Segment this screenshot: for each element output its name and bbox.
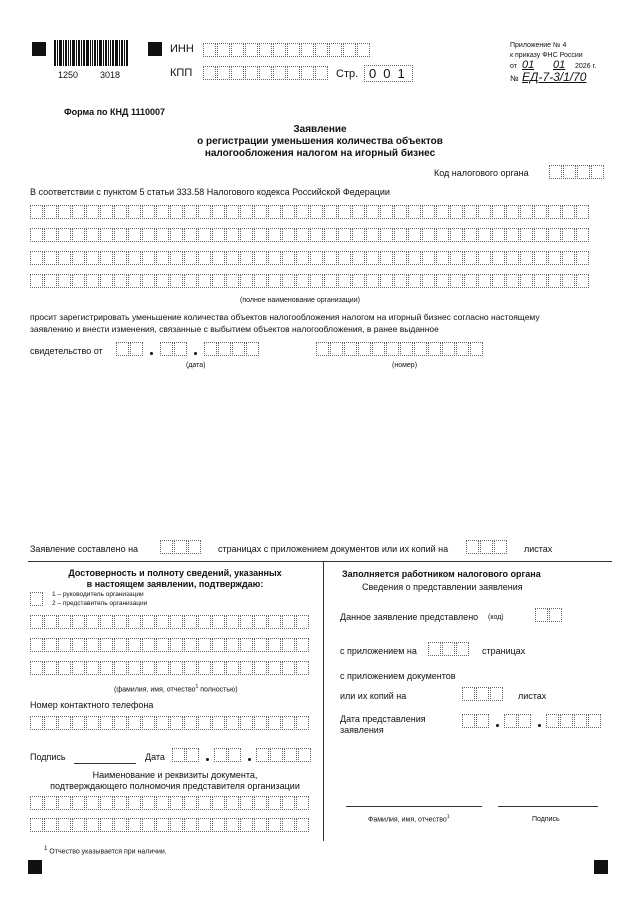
code-label: (код) (488, 614, 504, 621)
date-dot-2 (194, 352, 197, 355)
fio-caption-end: полностью) (198, 686, 238, 694)
phone-label: Номер контактного телефона (30, 700, 154, 710)
sign-label: Подпись (30, 752, 66, 762)
left-date-month-cells[interactable] (214, 748, 242, 762)
right-fio-caption-text: Фамилия, имя, отчество (368, 816, 447, 824)
copies-sheets-cells[interactable] (462, 687, 504, 701)
doc-title-line1: Наименование и реквизиты документа, (92, 770, 258, 780)
corner-marker-top-left (32, 42, 46, 56)
certificate-number-cells[interactable] (316, 342, 484, 356)
inn-label: ИНН (170, 43, 194, 55)
request-line1: просит зарегистрировать уменьшение количества объектов налогообложения налогом на игорный бизнес согласно настоящему (30, 312, 540, 322)
appendix-line1: Приложение № 4 (510, 42, 567, 49)
appendix-line2: к приказу ФНС России (510, 52, 583, 59)
intro-text: В соответствии с пунктом 5 статьи 333.58 Налогового кодекса Российской Федерации (30, 187, 390, 197)
phone-cells[interactable] (30, 716, 310, 730)
tax-code-label: Код налогового органа (434, 168, 529, 178)
certificate-label: свидетельство от (30, 346, 103, 356)
certificate-year-cells[interactable] (204, 342, 260, 356)
doc-title-line2: подтверждающего полномочия представителя организации (50, 781, 300, 791)
composed-pages-cells[interactable] (160, 540, 202, 554)
form-title (0, 124, 640, 160)
corner-marker-bottom-right (594, 860, 608, 874)
form-title-line2: о регистрации уменьшения количества объектов (197, 136, 443, 147)
submit-date-month-cells[interactable] (504, 714, 532, 728)
inn-cells[interactable] (203, 43, 371, 57)
request-line2: заявлению и внести изменения, связанные с выбытием объектов налогообложения, в ранее выданное (30, 324, 439, 334)
date-dot-1 (150, 352, 153, 355)
left-section-title (30, 568, 320, 590)
form-knd: Форма по КНД 1110007 (64, 107, 165, 117)
section-top-line (28, 561, 612, 562)
signer-fio-row-1[interactable] (30, 615, 310, 629)
submit-date-line1: Дата представления (340, 714, 426, 724)
org-name-row-4[interactable] (30, 274, 590, 288)
or-copies: или их копий на (340, 691, 407, 701)
app-pages-cells[interactable] (428, 642, 470, 656)
org-name-row-1[interactable] (30, 205, 590, 219)
submit-date-day-cells[interactable] (462, 714, 490, 728)
fio-caption (114, 684, 238, 693)
date-caption: (дата) (186, 362, 206, 369)
signer-option-2: 2 – представитель организации (52, 600, 148, 607)
right-section-subtitle: Сведения о представлении заявления (362, 582, 523, 592)
left-date-dot-1 (206, 758, 209, 761)
number-caption: (номер) (392, 362, 418, 369)
section-divider (323, 561, 324, 841)
signer-fio-row-2[interactable] (30, 638, 310, 652)
barcode-number-left: 1250 (58, 70, 79, 80)
composed-label: Заявление составлено на (30, 544, 139, 554)
kpp-cells[interactable] (203, 66, 329, 80)
footnote-text: Отчество указывается при наличии. (49, 848, 167, 856)
doc-row-1[interactable] (30, 796, 310, 810)
certificate-day-cells[interactable] (116, 342, 144, 356)
form-title-line3: налогообложения налогом на игорный бизнес (204, 148, 436, 159)
kpp-label: КПП (170, 67, 193, 79)
sheets-label: листах (524, 544, 553, 554)
right-section-title: Заполняется работником налогового органа (342, 569, 541, 579)
org-caption: (полное наименование организации) (240, 297, 360, 304)
left-date-dot-2 (248, 758, 251, 761)
org-name-row-2[interactable] (30, 228, 590, 242)
submitted-code-cells[interactable] (535, 608, 563, 622)
corner-marker-top-mid (148, 42, 162, 56)
tax-code-cells[interactable] (549, 165, 605, 179)
pages-label: страницах (482, 646, 526, 656)
doc-row-2[interactable] (30, 818, 310, 832)
submit-date-line2: заявления (340, 725, 384, 735)
appendix-number-prefix: № (510, 74, 519, 83)
fio-caption-sup: 1 (195, 684, 199, 690)
fio-caption-text: (фамилия, имя, отчество (114, 686, 196, 694)
signer-option-1: 1 – руководитель организации (52, 591, 144, 598)
doc-title (30, 770, 320, 792)
appendix-date-prefix: от (510, 63, 517, 70)
appendix-date-month: 01 (553, 59, 566, 71)
page-number: 001 (364, 65, 413, 82)
submit-date-year-cells[interactable] (546, 714, 602, 728)
fio-line (346, 806, 482, 807)
right-sheets-label: листах (518, 691, 547, 701)
form-title-line1: Заявление (293, 124, 347, 135)
with-app-label: с приложением на (340, 646, 417, 656)
sign-line-right (498, 806, 598, 807)
corner-marker-bottom-left (28, 860, 42, 874)
signer-fio-row-3[interactable] (30, 661, 310, 675)
appendix-date-year: 2026 г. (575, 63, 597, 70)
submit-date-dot-1 (496, 724, 499, 727)
left-date-year-cells[interactable] (256, 748, 312, 762)
composed-sheets-cells[interactable] (466, 540, 508, 554)
sign-line (74, 763, 136, 764)
left-date-day-cells[interactable] (172, 748, 200, 762)
submit-date-dot-2 (538, 724, 541, 727)
certificate-month-cells[interactable] (160, 342, 188, 356)
left-title-line1: Достоверность и полноту сведений, указанных (68, 568, 282, 578)
barcode (54, 40, 129, 66)
appendix-date-day: 01 (522, 59, 535, 71)
right-fio-caption (368, 814, 450, 823)
org-name-row-3[interactable] (30, 251, 590, 265)
appendix-number: ЕД-7-3/1/70 (522, 70, 587, 84)
page-label: Стр. (336, 68, 359, 80)
footnote (44, 846, 167, 855)
pages-with-docs: страницах с приложением документов или их копий на (218, 544, 449, 554)
with-app-docs: с приложением документов (340, 671, 456, 681)
left-title-line2: в настоящем заявлении, подтверждаю: (86, 579, 264, 589)
right-fio-sup: 1 (446, 814, 450, 820)
barcode-number-right: 3018 (100, 70, 121, 80)
signer-type-cell[interactable] (30, 592, 44, 606)
submitted-label: Данное заявление представлено (340, 612, 479, 622)
right-sign-caption: Подпись (532, 816, 560, 823)
footnote-mark: 1 (44, 846, 48, 852)
date-label: Дата (145, 752, 165, 762)
